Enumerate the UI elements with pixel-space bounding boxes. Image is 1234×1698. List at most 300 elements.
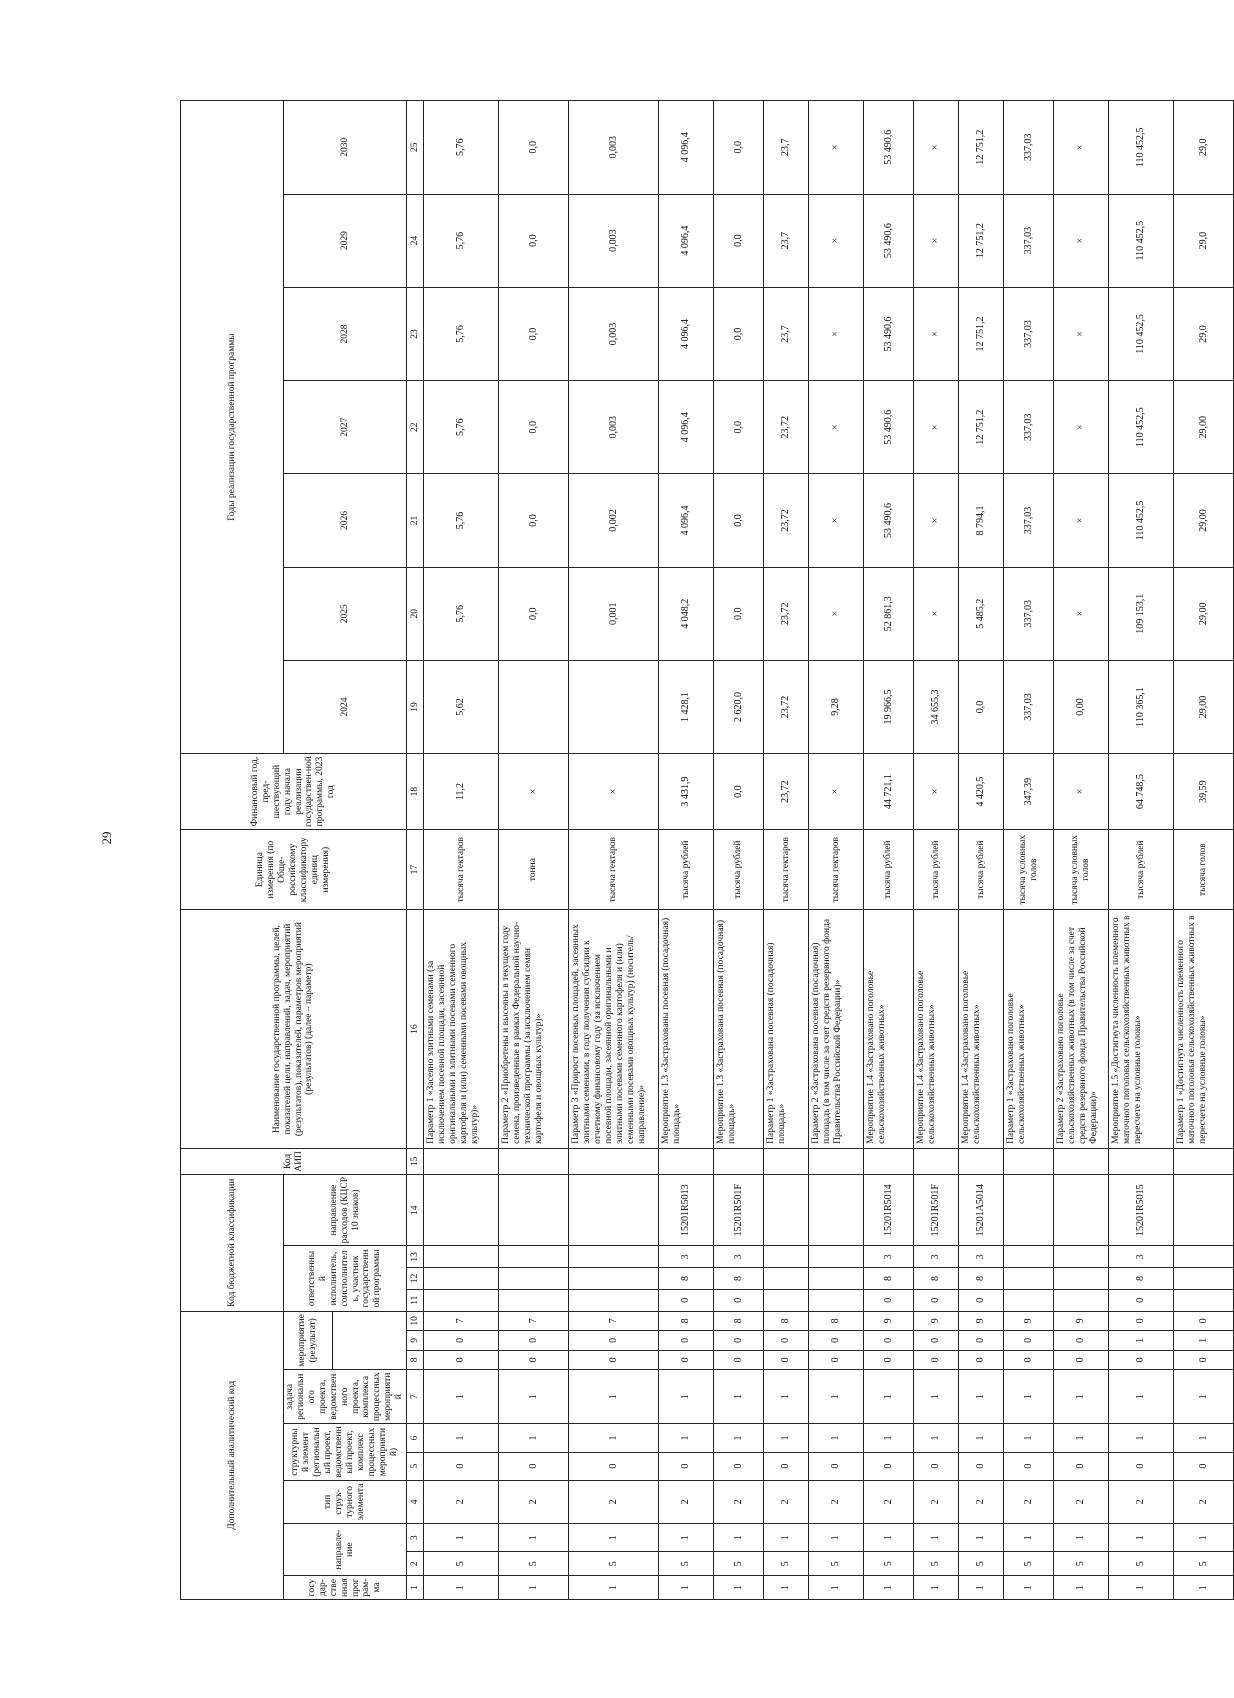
year-value: 5,76 <box>424 381 499 474</box>
gos-prog-header: государ-ственная програм-ма <box>284 1576 407 1600</box>
fin-year-value: 23,72 <box>764 754 809 830</box>
code-cell <box>809 1268 864 1290</box>
column-number: 8 <box>407 1350 424 1370</box>
year-value: 0,00 <box>1054 660 1109 753</box>
year-value: 12 751,2 <box>959 101 1004 195</box>
code-cell <box>764 1148 809 1174</box>
code-cell: 15201R501F <box>714 1174 764 1246</box>
code-cell: 0 <box>569 1452 659 1480</box>
code-cell: 9 <box>914 1311 959 1331</box>
code-cell: 0 <box>659 1331 714 1351</box>
year-header: 2024 <box>284 660 407 753</box>
column-number: 22 <box>407 381 424 474</box>
code-cell <box>1174 1174 1234 1246</box>
code-cell <box>569 1289 659 1311</box>
code-cell <box>764 1246 809 1268</box>
code-cell: 1 <box>1109 1576 1174 1600</box>
fin-year-header: Финансовый год, пред-шествующий году начала реализации государствен-ной программы, 2023 год <box>181 754 407 830</box>
fin-year-value: 347,39 <box>1004 754 1054 830</box>
code-cell: 1 <box>959 1524 1004 1552</box>
year-value: 109 153,1 <box>1109 567 1174 660</box>
code-cell: 5 <box>864 1552 914 1576</box>
code-cell: 1 <box>1109 1424 1174 1452</box>
code-cell: 15201R5014 <box>864 1174 914 1246</box>
code-cell: 1 <box>809 1424 864 1452</box>
code-cell: 0 <box>714 1350 764 1370</box>
code-cell <box>959 1148 1004 1174</box>
year-header: 2030 <box>284 101 407 195</box>
year-value: 337,03 <box>1004 194 1054 287</box>
table-row <box>959 101 1004 1600</box>
code-cell: 2 <box>569 1480 659 1523</box>
year-value: 29,00 <box>1174 567 1234 660</box>
year-value: 23,7 <box>764 287 809 380</box>
unit-cell: тысяча голов <box>1174 830 1234 910</box>
year-value: × <box>809 567 864 660</box>
code-cell: 5 <box>809 1552 864 1576</box>
code-cell <box>809 1148 864 1174</box>
code-cell <box>1174 1148 1234 1174</box>
table-row <box>569 101 659 1600</box>
code-cell: 0 <box>914 1452 959 1480</box>
code-cell: 3 <box>714 1246 764 1268</box>
year-value: 0,0 <box>499 194 569 287</box>
year-value: 5,62 <box>424 660 499 753</box>
code-cell: 1 <box>1174 1524 1234 1552</box>
column-number: 21 <box>407 474 424 567</box>
code-cell: 5 <box>424 1552 499 1576</box>
unit-cell: тысяча рублей <box>714 830 764 910</box>
year-value: 0,003 <box>569 287 659 380</box>
year-value: 52 861,3 <box>864 567 914 660</box>
code-cell: 7 <box>424 1311 499 1331</box>
fin-year-value: 39,59 <box>1174 754 1234 830</box>
code-cell: 0 <box>714 1289 764 1311</box>
code-cell: 2 <box>659 1480 714 1523</box>
year-value: 8 794,1 <box>959 474 1004 567</box>
year-value: 53 490,6 <box>864 287 914 380</box>
row-name: Мероприятие 1.3 «Застрахованы посевная (посадочная) площадь» <box>659 910 714 1149</box>
code-cell <box>764 1174 809 1246</box>
code-cell: 0 <box>764 1452 809 1480</box>
code-cell: 2 <box>764 1480 809 1523</box>
fin-year-value: 3 431,9 <box>659 754 714 830</box>
code-cell: 1 <box>959 1424 1004 1452</box>
code-cell <box>1004 1289 1054 1311</box>
code-cell: 1 <box>499 1424 569 1452</box>
year-value: 53 490,6 <box>864 474 914 567</box>
year-value: 0,0 <box>714 474 764 567</box>
code-cell: 5 <box>499 1552 569 1576</box>
code-cell <box>1004 1174 1054 1246</box>
year-value: 0,0 <box>714 287 764 380</box>
code-cell: 0 <box>914 1350 959 1370</box>
code-cell: 0 <box>424 1350 499 1370</box>
code-cell: 2 <box>809 1480 864 1523</box>
code-cell: 8 <box>659 1311 714 1331</box>
column-number: 5 <box>407 1452 424 1480</box>
year-value: 0,0 <box>499 101 569 195</box>
code-cell: 1 <box>764 1576 809 1600</box>
code-cell <box>499 1289 569 1311</box>
year-value: × <box>809 287 864 380</box>
code-cell: 8 <box>809 1311 864 1331</box>
code-cell: 1 <box>714 1370 764 1424</box>
row-name: Параметр 1 «Застраховано поголовье сельскохозяйственных животных» <box>1004 910 1054 1149</box>
code-cell <box>1174 1289 1234 1311</box>
program-table <box>180 100 1234 1600</box>
code-cell: 1 <box>714 1424 764 1452</box>
code-cell: 0 <box>499 1350 569 1370</box>
code-cell: 0 <box>1004 1452 1054 1480</box>
code-cell: 5 <box>914 1552 959 1576</box>
unit-cell: тысяча рублей <box>959 830 1004 910</box>
code-cell: 15201A5014 <box>959 1174 1004 1246</box>
unit-cell: тысяча гектаров <box>569 830 659 910</box>
code-cell: 1 <box>424 1424 499 1452</box>
code-cell: 0 <box>959 1350 1004 1370</box>
row-name: Параметр 2 «Приобретены и высеяны в текущем году семена, произведенные в рамках Федеральной научно-технической программы (за исключением семян картофеля и овощных культур)» <box>499 910 569 1149</box>
code-cell <box>569 1174 659 1246</box>
year-value: 53 490,6 <box>864 194 914 287</box>
year-value: 0,003 <box>569 194 659 287</box>
code-cell: 1 <box>424 1524 499 1552</box>
code-cell <box>659 1148 714 1174</box>
code-cell: 2 <box>1004 1480 1054 1523</box>
column-number: 25 <box>407 101 424 195</box>
code-cell: 1 <box>914 1576 959 1600</box>
column-number: 2 <box>407 1552 424 1576</box>
name-header: Наименование государственной программы, целей, показателей цели, направлений, задач, мероприятий (результатов), показателей, параметров мероприятий (результатов) (далее – параметр) <box>181 910 407 1149</box>
year-header: 2027 <box>284 381 407 474</box>
row-name: Параметр 1 «Достигнута численность племенного маточного поголовья сельскохозяйственных животных в пересчете на условные головы» <box>1174 910 1234 1149</box>
code-cell: 0 <box>499 1452 569 1480</box>
code-cell: 2 <box>1054 1480 1109 1523</box>
year-header: 2026 <box>284 474 407 567</box>
code-cell: 0 <box>914 1331 959 1351</box>
code-cell: 1 <box>864 1424 914 1452</box>
unit-cell: тысяча гектаров <box>424 830 499 910</box>
fin-year-value: × <box>809 754 864 830</box>
year-value: 0,0 <box>714 381 764 474</box>
code-cell: 1 <box>1174 1370 1234 1424</box>
table-row <box>764 101 809 1600</box>
year-value: × <box>809 381 864 474</box>
year-value: 9,28 <box>809 660 864 753</box>
unit-cell: тысяча условных голов <box>1004 830 1054 910</box>
code-cell: 1 <box>1054 1524 1109 1552</box>
table-row <box>1174 101 1234 1600</box>
code-cell: 0 <box>1109 1350 1174 1370</box>
column-number: 17 <box>407 830 424 910</box>
column-number: 13 <box>407 1246 424 1268</box>
code-cell <box>809 1246 864 1268</box>
year-value: 337,03 <box>1004 287 1054 380</box>
code-cell: 5 <box>569 1552 659 1576</box>
code-cell: 9 <box>864 1311 914 1331</box>
year-value: 29,0 <box>1174 194 1234 287</box>
column-number: 16 <box>407 910 424 1149</box>
year-value: × <box>914 101 959 195</box>
year-value: 0,003 <box>569 381 659 474</box>
code-cell: 0 <box>1004 1331 1054 1351</box>
measure-header: мероприятие (результат) <box>284 1311 333 1370</box>
year-value: 12 751,2 <box>959 194 1004 287</box>
year-value: 19 966,5 <box>864 660 914 753</box>
code-cell: 0 <box>659 1452 714 1480</box>
year-value: × <box>1054 101 1109 195</box>
code-cell: 1 <box>959 1370 1004 1424</box>
column-number-row <box>407 101 424 1600</box>
year-value: 0,0 <box>499 567 569 660</box>
table-row <box>1004 101 1054 1600</box>
code-cell: 3 <box>959 1246 1004 1268</box>
code-cell: 5 <box>714 1552 764 1576</box>
code-cell <box>1054 1148 1109 1174</box>
year-value: 5,76 <box>424 194 499 287</box>
code-cell: 1 <box>864 1576 914 1600</box>
code-cell: 1 <box>864 1370 914 1424</box>
year-header: 2028 <box>284 287 407 380</box>
year-value: 0,0 <box>959 660 1004 753</box>
code-cell: 0 <box>764 1331 809 1351</box>
code-cell: 0 <box>864 1289 914 1311</box>
code-cell: 8 <box>864 1268 914 1290</box>
row-name: Параметр 3 «Прирост посевных площадей, засеянных элитными семенами, в году получения субсидии к отчетному финансовому году (за исключением посевной площади, засеянной оригинальными и элитными посевами семенного картофеля и (или) семенными посевами овощных культур) (носитель/направление)» <box>569 910 659 1149</box>
code-cell: 0 <box>1109 1452 1174 1480</box>
row-name: Параметр 1 «Засеяно элитными семенами (за исключением посевной площади, засеянной оригинальными и элитными посевами семенного картофеля и (или) семенными посевами овощных культур)» <box>424 910 499 1149</box>
year-value: 5,76 <box>424 567 499 660</box>
unit-cell: тысяча рублей <box>864 830 914 910</box>
code-cell: 0 <box>959 1289 1004 1311</box>
row-name: Параметр 2 «Застраховано поголовье сельскохозяйственных животных (в том числе за счет средств резервного фонда Правительства Российской Федерации)» <box>1054 910 1109 1149</box>
year-value: 110 452,5 <box>1109 287 1174 380</box>
rotated-table-container <box>180 100 1209 1600</box>
code-cell <box>1054 1174 1109 1246</box>
code-cell: 5 <box>1054 1552 1109 1576</box>
row-name: Мероприятие 1.3 «Застрахована посевная (посадочная) площадь» <box>714 910 764 1149</box>
expense-header: направление расходов (КЦСР 10 знаков) <box>284 1174 407 1246</box>
code-cell: 1 <box>569 1424 659 1452</box>
fin-year-value: 64 748,5 <box>1109 754 1174 830</box>
year-value: 1 428,1 <box>659 660 714 753</box>
code-cell: 1 <box>1004 1576 1054 1600</box>
year-value: × <box>914 474 959 567</box>
year-value: 0,001 <box>569 567 659 660</box>
year-value: 4 096,4 <box>659 381 714 474</box>
code-cell: 8 <box>959 1268 1004 1290</box>
code-cell: 1 <box>424 1576 499 1600</box>
column-number: 1 <box>407 1576 424 1600</box>
fin-year-value: 4 420,5 <box>959 754 1004 830</box>
unit-cell: тысяча гектаров <box>809 830 864 910</box>
row-name: Параметр 1 «Застрахована посевная (посадочная) площадь» <box>764 910 809 1149</box>
code-cell: 2 <box>1109 1480 1174 1523</box>
code-cell: 1 <box>1174 1331 1234 1351</box>
code-cell: 9 <box>1054 1311 1109 1331</box>
code-cell: 1 <box>1054 1370 1109 1424</box>
code-cell <box>764 1268 809 1290</box>
code-cell: 2 <box>1174 1480 1234 1523</box>
year-value: 337,03 <box>1004 101 1054 195</box>
year-value: × <box>914 381 959 474</box>
fin-year-value: × <box>569 754 659 830</box>
code-cell <box>569 1148 659 1174</box>
code-cell: 0 <box>1054 1331 1109 1351</box>
code-cell <box>764 1289 809 1311</box>
year-value: 110 452,5 <box>1109 194 1174 287</box>
code-cell: 1 <box>1054 1424 1109 1452</box>
code-cell: 0 <box>659 1289 714 1311</box>
unit-cell: тонна <box>499 830 569 910</box>
code-cell: 0 <box>914 1289 959 1311</box>
code-cell: 0 <box>809 1331 864 1351</box>
column-number: 14 <box>407 1174 424 1246</box>
years-group-header: Годы реализации государственной программы <box>181 101 284 754</box>
year-value: × <box>809 474 864 567</box>
column-number: 10 <box>407 1311 424 1331</box>
column-number: 20 <box>407 567 424 660</box>
code-cell: 1 <box>569 1524 659 1552</box>
column-number: 9 <box>407 1331 424 1351</box>
code-cell: 2 <box>499 1480 569 1523</box>
column-number: 24 <box>407 194 424 287</box>
year-value: 337,03 <box>1004 567 1054 660</box>
column-number: 3 <box>407 1524 424 1552</box>
fin-year-value: 11,2 <box>424 754 499 830</box>
code-cell: 8 <box>764 1311 809 1331</box>
year-value: 0,0 <box>499 287 569 380</box>
code-cell <box>914 1148 959 1174</box>
row-name: Мероприятие 1.5 «Достигнута численность племенного маточного поголовья сельскохозяйственных животных в пересчете на условные головы» <box>1109 910 1174 1149</box>
code-cell: 1 <box>809 1524 864 1552</box>
year-value: 0,0 <box>499 381 569 474</box>
code-cell: 0 <box>1174 1350 1234 1370</box>
year-value: 110 365,1 <box>1109 660 1174 753</box>
code-cell: 2 <box>424 1480 499 1523</box>
code-cell: 5 <box>1004 1552 1054 1576</box>
code-cell: 5 <box>1174 1552 1234 1576</box>
code-cell: 0 <box>424 1452 499 1480</box>
code-cell: 0 <box>959 1331 1004 1351</box>
code-cell: 1 <box>659 1576 714 1600</box>
table-row <box>424 101 499 1600</box>
code-cell: 1 <box>1174 1424 1234 1452</box>
code-cell: 1 <box>569 1576 659 1600</box>
code-cell: 9 <box>959 1311 1004 1331</box>
code-cell: 1 <box>914 1370 959 1424</box>
row-name: Мероприятие 1.4 «Застраховано поголовье сельскохозяйственных животных» <box>864 910 914 1149</box>
year-value: 4 096,4 <box>659 287 714 380</box>
page-number: 29 <box>99 831 114 845</box>
year-value: 53 490,6 <box>864 381 914 474</box>
year-value: 5,76 <box>424 474 499 567</box>
code-cell <box>1004 1148 1054 1174</box>
unit-header: Единица измерения (по Обще-российскому классификатору единиц измерения) <box>181 830 407 910</box>
year-value: × <box>809 101 864 195</box>
code-cell: 2 <box>914 1480 959 1523</box>
year-value: 337,03 <box>1004 381 1054 474</box>
year-value: 12 751,2 <box>959 287 1004 380</box>
year-header: 2029 <box>284 194 407 287</box>
code-cell: 0 <box>764 1350 809 1370</box>
year-value: 110 452,5 <box>1109 381 1174 474</box>
code-cell: 1 <box>1004 1370 1054 1424</box>
code-cell: 3 <box>659 1246 714 1268</box>
year-value: 4 048,2 <box>659 567 714 660</box>
dop-code-header: Дополнительный аналитический код <box>181 1311 284 1599</box>
year-value: 29,0 <box>1174 101 1234 195</box>
code-cell: 1 <box>809 1576 864 1600</box>
code-cell: 8 <box>659 1268 714 1290</box>
column-number: 12 <box>407 1268 424 1290</box>
code-cell: 1 <box>714 1524 764 1552</box>
code-cell: 1 <box>659 1424 714 1452</box>
code-cell <box>499 1268 569 1290</box>
year-value: 12 751,2 <box>959 381 1004 474</box>
code-cell <box>809 1289 864 1311</box>
code-cell: 2 <box>714 1480 764 1523</box>
code-cell: 0 <box>864 1350 914 1370</box>
code-cell: 1 <box>764 1370 809 1424</box>
code-cell <box>499 1148 569 1174</box>
table-row <box>714 101 764 1600</box>
code-cell <box>864 1148 914 1174</box>
year-value: 29,0 <box>1174 287 1234 380</box>
code-cell: 1 <box>1109 1370 1174 1424</box>
code-cell: 1 <box>499 1370 569 1424</box>
year-value: 23,72 <box>764 567 809 660</box>
year-value <box>499 660 569 753</box>
code-cell <box>1054 1246 1109 1268</box>
code-cell: 3 <box>914 1246 959 1268</box>
code-cell: 1 <box>1174 1576 1234 1600</box>
year-value: × <box>1054 567 1109 660</box>
column-number: 23 <box>407 287 424 380</box>
fin-year-value: 44 721,1 <box>864 754 914 830</box>
code-cell: 1 <box>424 1370 499 1424</box>
year-value: 2 620,0 <box>714 660 764 753</box>
code-cell: 1 <box>1004 1424 1054 1452</box>
code-cell <box>1109 1148 1174 1174</box>
code-cell: 1 <box>714 1576 764 1600</box>
code-cell: 0 <box>1109 1289 1174 1311</box>
code-cell: 9 <box>1004 1311 1054 1331</box>
code-cell: 8 <box>714 1311 764 1331</box>
unit-cell: тысяча условных голов <box>1054 830 1109 910</box>
year-value: 23,72 <box>764 474 809 567</box>
table-row <box>1054 101 1109 1600</box>
direction-header: направле-ние <box>284 1524 407 1576</box>
task-header: задача регионального проекта, ведомственного проекта, комплекса процессных мероприятий <box>284 1370 407 1424</box>
code-cell: 0 <box>1109 1311 1174 1331</box>
code-cell: 1 <box>864 1524 914 1552</box>
table-row <box>914 101 959 1600</box>
year-value: 23,72 <box>764 381 809 474</box>
year-value: × <box>1054 194 1109 287</box>
code-cell: 1 <box>659 1370 714 1424</box>
code-cell: 8 <box>914 1268 959 1290</box>
code-cell: 1 <box>499 1576 569 1600</box>
code-cell: 1 <box>809 1370 864 1424</box>
code-cell: 0 <box>499 1331 569 1351</box>
row-name: Мероприятие 1.4 «Застраховано поголовье сельскохозяйственных животных» <box>959 910 1004 1149</box>
code-cell: 0 <box>809 1350 864 1370</box>
table-row <box>864 101 914 1600</box>
code-cell: 0 <box>714 1331 764 1351</box>
code-cell <box>714 1148 764 1174</box>
code-cell: 0 <box>1054 1350 1109 1370</box>
